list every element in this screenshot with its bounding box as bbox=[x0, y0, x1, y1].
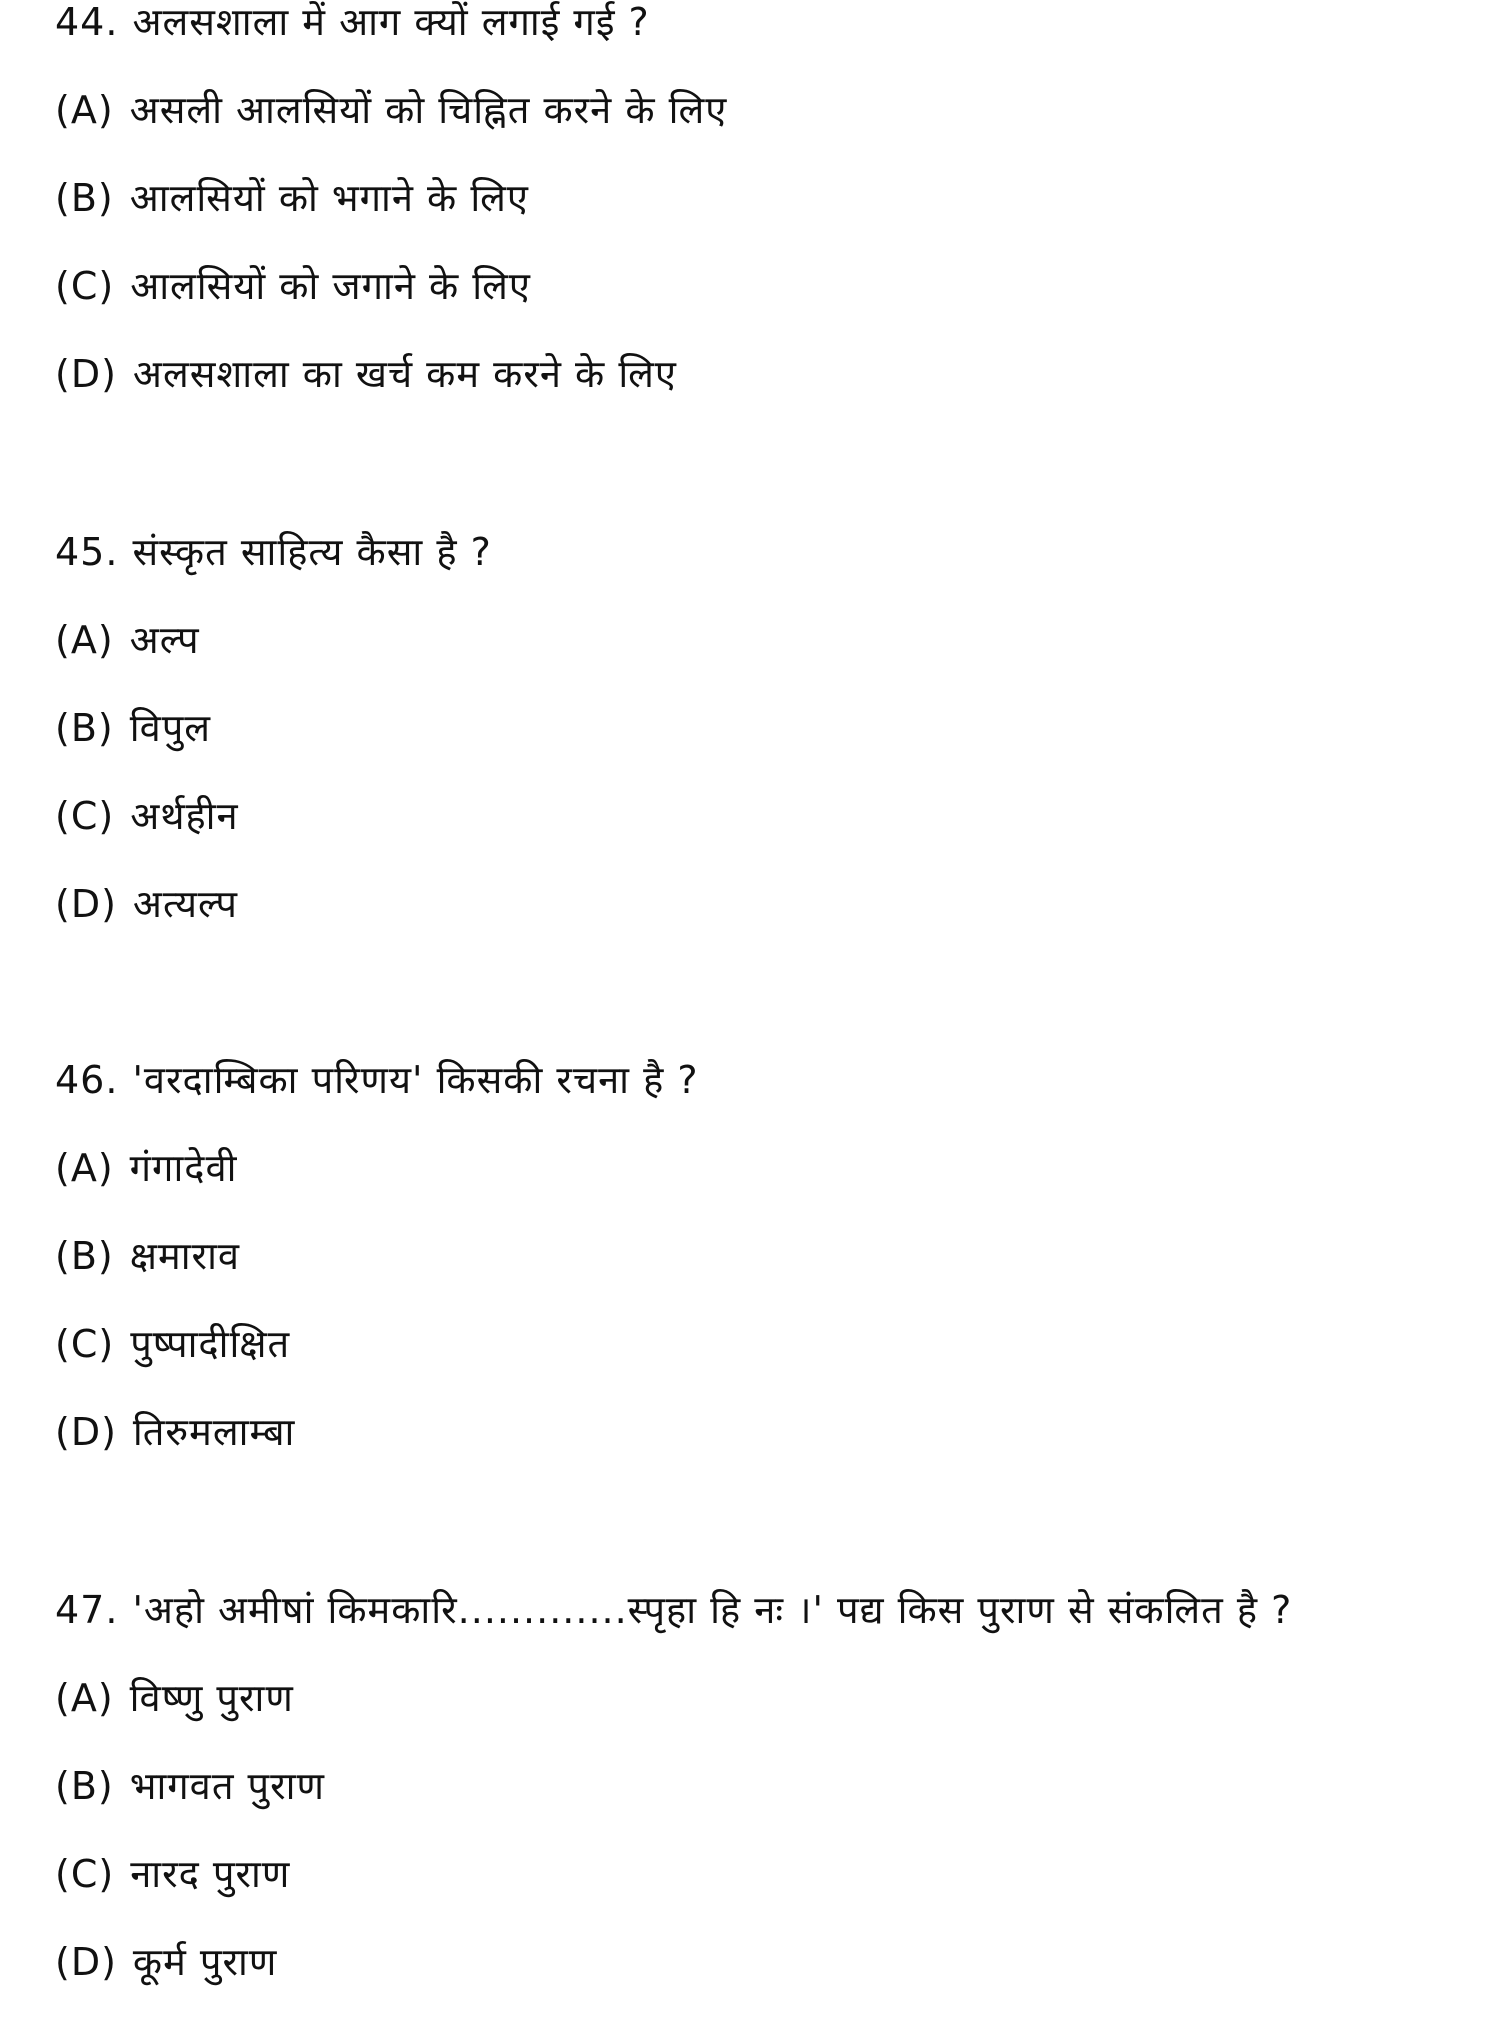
option-label: (C) bbox=[55, 794, 115, 838]
option-label: (D) bbox=[55, 882, 117, 926]
option-label: (A) bbox=[55, 1146, 114, 1190]
question-number: 44. bbox=[55, 0, 119, 44]
option-text: कूर्म पुराण bbox=[132, 1940, 278, 1984]
option-label: (C) bbox=[55, 1322, 115, 1366]
question-45 bbox=[55, 508, 1475, 948]
option-c bbox=[55, 242, 1475, 330]
question-stem bbox=[55, 1036, 1475, 1124]
option-d bbox=[55, 1388, 1475, 1476]
question-text: 'अहो अमीषां किमकारि.............स्पृहा हि नः ।' पद्य किस पुराण से संकलित है ? bbox=[132, 1588, 1293, 1632]
question-text: 'वरदाम्बिका परिणय' किसकी रचना है ? bbox=[132, 1058, 699, 1102]
option-c bbox=[55, 1300, 1475, 1388]
option-d bbox=[55, 1918, 1475, 2006]
option-label: (B) bbox=[55, 1764, 114, 1808]
option-b bbox=[55, 1742, 1475, 1830]
question-stem bbox=[55, 0, 1475, 66]
option-text: भागवत पुराण bbox=[129, 1764, 325, 1808]
question-text: अलसशाला में आग क्यों लगाई गई ? bbox=[132, 0, 650, 44]
option-text: क्षमाराव bbox=[129, 1234, 241, 1278]
option-a bbox=[55, 596, 1475, 684]
option-label: (B) bbox=[55, 176, 114, 220]
option-b bbox=[55, 684, 1475, 772]
question-46 bbox=[55, 1036, 1475, 1476]
option-text: विपुल bbox=[129, 706, 212, 750]
option-text: आलसियों को भगाने के लिए bbox=[129, 176, 529, 220]
option-label: (D) bbox=[55, 1940, 117, 1984]
option-label: (C) bbox=[55, 1852, 115, 1896]
option-label: (B) bbox=[55, 706, 114, 750]
question-stem bbox=[55, 508, 1475, 596]
option-d bbox=[55, 330, 1475, 418]
question-stem bbox=[55, 1566, 1475, 1654]
option-label: (C) bbox=[55, 264, 115, 308]
option-text: गंगादेवी bbox=[129, 1146, 238, 1190]
option-text: विष्णु पुराण bbox=[129, 1676, 294, 1720]
option-a bbox=[55, 1654, 1475, 1742]
option-b bbox=[55, 154, 1475, 242]
option-text: असली आलसियों को चिह्नित करने के लिए bbox=[129, 88, 728, 132]
option-c bbox=[55, 772, 1475, 860]
option-label: (D) bbox=[55, 1410, 117, 1454]
option-text: तिरुमलाम्बा bbox=[132, 1410, 296, 1454]
option-text: अलसशाला का खर्च कम करने के लिए bbox=[132, 352, 677, 396]
option-b bbox=[55, 1212, 1475, 1300]
question-44 bbox=[55, 0, 1475, 418]
option-text: नारद पुराण bbox=[130, 1852, 291, 1896]
option-label: (A) bbox=[55, 618, 114, 662]
question-number: 46. bbox=[55, 1058, 119, 1102]
question-text: संस्कृत साहित्य कैसा है ? bbox=[132, 530, 492, 574]
option-text: अल्प bbox=[129, 618, 200, 662]
option-c bbox=[55, 1830, 1475, 1918]
question-number: 45. bbox=[55, 530, 119, 574]
option-label: (A) bbox=[55, 88, 114, 132]
question-47 bbox=[55, 1566, 1475, 2006]
option-d bbox=[55, 860, 1475, 948]
option-label: (D) bbox=[55, 352, 117, 396]
option-label: (A) bbox=[55, 1676, 114, 1720]
option-a bbox=[55, 1124, 1475, 1212]
option-text: पुष्पादीक्षित bbox=[130, 1322, 291, 1366]
question-number: 47. bbox=[55, 1588, 119, 1632]
option-text: आलसियों को जगाने के लिए bbox=[130, 264, 531, 308]
option-text: अर्थहीन bbox=[130, 794, 239, 838]
option-text: अत्यल्प bbox=[132, 882, 238, 926]
option-a bbox=[55, 66, 1475, 154]
option-label: (B) bbox=[55, 1234, 114, 1278]
